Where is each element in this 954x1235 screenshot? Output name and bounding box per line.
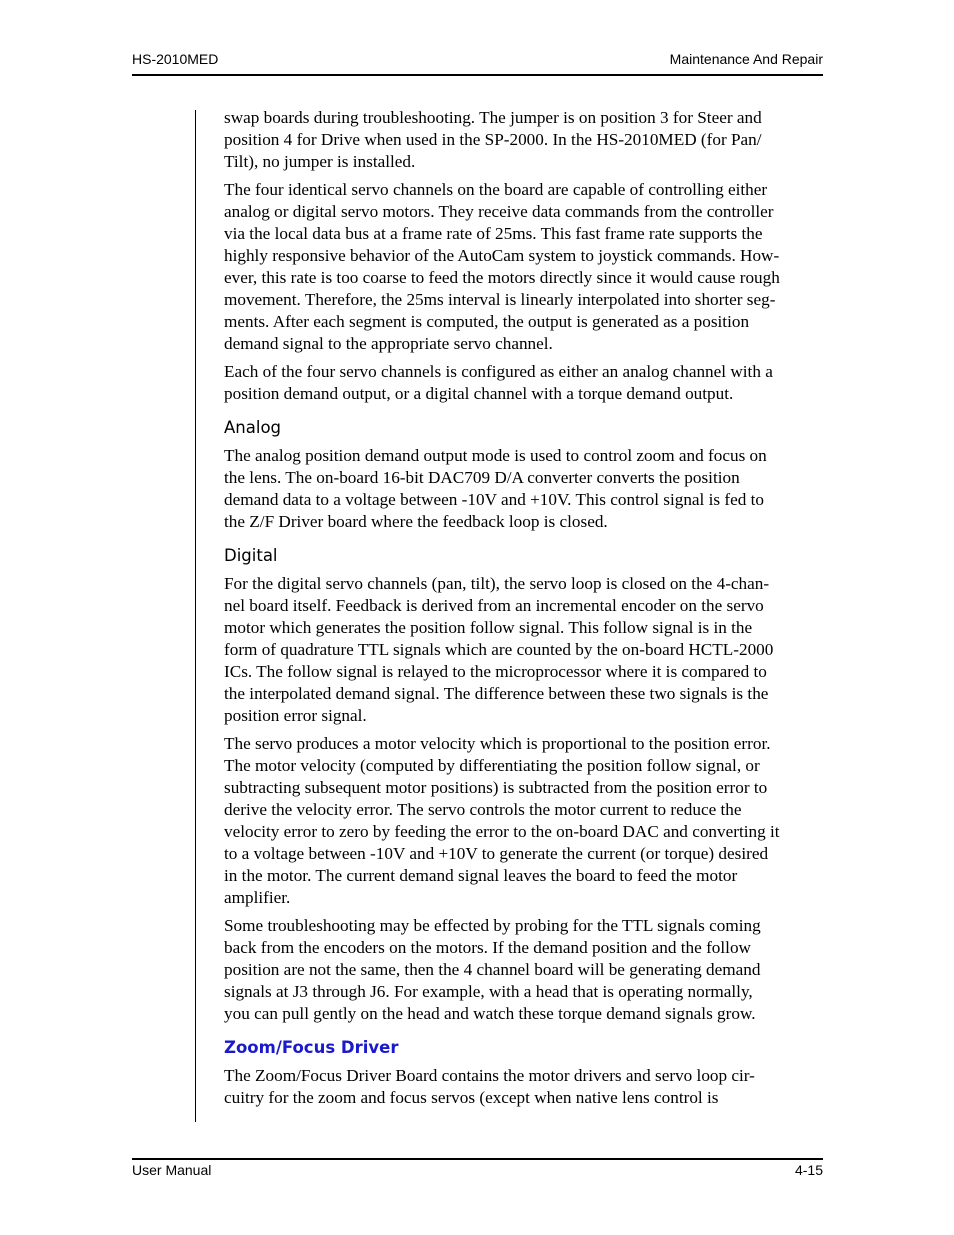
footer-rule (132, 1158, 823, 1160)
text-line: derive the velocity error. The servo controls the motor current to reduce the (224, 800, 742, 819)
text-line: movement. Therefore, the 25ms interval is linearly interpolated into shorter seg- (224, 290, 776, 309)
text-line: highly responsive behavior of the AutoCam system to joystick commands. How- (224, 246, 780, 265)
paragraph (224, 179, 824, 355)
text-line: ever, this rate is too coarse to feed the motors directly since it would cause rough (224, 268, 780, 287)
text-line: velocity error to zero by feeding the error to the on-board DAC and converting it (224, 822, 780, 841)
text-line: signals at J3 through J6. For example, with a head that is operating normally, (224, 982, 753, 1001)
text-line: you can pull gently on the head and watch these torque demand signals grow. (224, 1004, 756, 1023)
header-rule (132, 74, 823, 76)
text-line: ICs. The follow signal is relayed to the microprocessor where it is compared to (224, 662, 767, 681)
text-line: in the motor. The current demand signal leaves the board to feed the motor (224, 866, 738, 885)
text-line: back from the encoders on the motors. If the demand position and the follow (224, 938, 751, 957)
section-heading-analog: Analog (224, 418, 282, 437)
page-body (224, 107, 824, 1115)
footer-page-number: 4-15 (794, 1162, 823, 1178)
section-heading-digital: Digital (224, 546, 278, 565)
text-line: nel board itself. Feedback is derived from an incremental encoder on the servo (224, 596, 764, 615)
text-line: to a voltage between -10V and +10V to generate the current (or torque) desired (224, 844, 769, 863)
text-line: The analog position demand output mode is used to control zoom and focus on (224, 446, 767, 465)
change-bar (195, 110, 196, 1122)
text-line: cuitry for the zoom and focus servos (except when native lens control is (224, 1088, 719, 1107)
text-line: position 4 for Drive when used in the SP-2000. In the HS-2010MED (for Pan/ (224, 130, 762, 149)
paragraph (224, 445, 824, 533)
paragraph (224, 107, 824, 173)
text-line: via the local data bus at a frame rate of 25ms. This fast frame rate supports the (224, 224, 763, 243)
text-line: demand signal to the appropriate servo channel. (224, 334, 553, 353)
paragraph (224, 361, 824, 405)
text-line: position are not the same, then the 4 channel board will be generating demand (224, 960, 761, 979)
text-line: Some troubleshooting may be effected by probing for the TTL signals coming (224, 916, 761, 935)
paragraph (224, 1065, 824, 1109)
text-line: the interpolated demand signal. The difference between these two signals is the (224, 684, 769, 703)
text-line: the Z/F Driver board where the feedback loop is closed. (224, 512, 608, 531)
text-line: position error signal. (224, 706, 367, 725)
text-line: The motor velocity (computed by differentiating the position follow signal, or (224, 756, 760, 775)
text-line: For the digital servo channels (pan, tilt), the servo loop is closed on the 4-chan- (224, 574, 770, 593)
text-line: amplifier. (224, 888, 291, 907)
text-line: motor which generates the position follow signal. This follow signal is in the (224, 618, 753, 637)
section-heading-zoom-focus-driver: Zoom/Focus Driver (224, 1038, 399, 1057)
paragraph (224, 733, 824, 909)
footer-document-name: User Manual (132, 1162, 212, 1178)
text-line: demand data to a voltage between -10V and +10V. This control signal is fed to (224, 490, 765, 509)
paragraph (224, 573, 824, 727)
text-line: Each of the four servo channels is configured as either an analog channel with a (224, 362, 773, 381)
header-product-name: HS-2010MED (132, 51, 219, 67)
text-line: The Zoom/Focus Driver Board contains the motor drivers and servo loop cir- (224, 1066, 755, 1085)
text-line: The servo produces a motor velocity which is proportional to the position error. (224, 734, 771, 753)
text-line: swap boards during troubleshooting. The jumper is on position 3 for Steer and (224, 108, 762, 127)
text-line: ments. After each segment is computed, the output is generated as a position (224, 312, 750, 331)
text-line: analog or digital servo motors. They receive data commands from the controller (224, 202, 774, 221)
text-line: The four identical servo channels on the board are capable of controlling either (224, 180, 768, 199)
paragraph (224, 915, 824, 1025)
text-line: position demand output, or a digital channel with a torque demand output. (224, 384, 734, 403)
text-line: subtracting subsequent motor positions) is subtracted from the position error to (224, 778, 768, 797)
text-line: form of quadrature TTL signals which are counted by the on-board HCTL-2000 (224, 640, 774, 659)
text-line: Tilt), no jumper is installed. (224, 152, 416, 171)
text-line: the lens. The on-board 16-bit DAC709 D/A converter converts the position (224, 468, 740, 487)
header-chapter-title: Maintenance And Repair (669, 51, 823, 67)
